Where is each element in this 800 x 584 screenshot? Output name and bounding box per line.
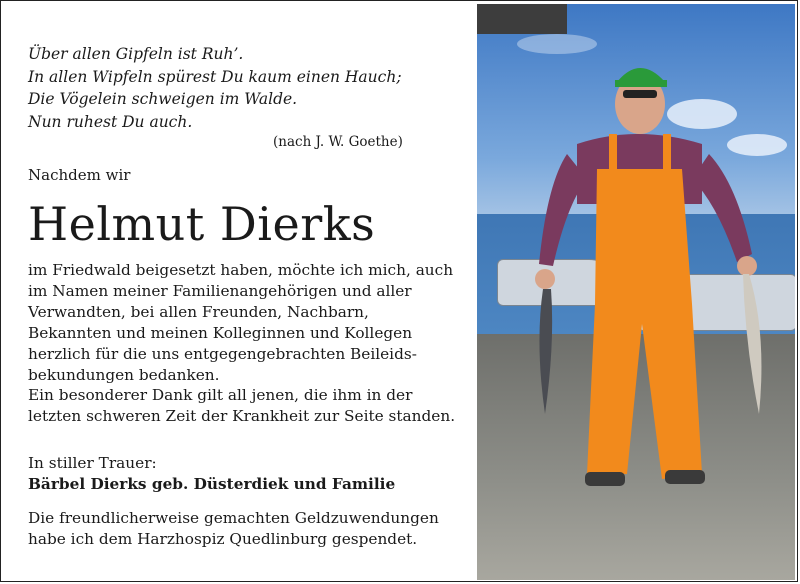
donation-note	[28, 508, 439, 550]
deceased-name: Helmut Dierks	[28, 197, 376, 251]
body-line: Ein besonderer Dank gilt all jenen, die ihm in der	[28, 386, 413, 405]
cap-brim	[615, 80, 667, 87]
goethe-poem	[28, 43, 402, 133]
green-cap	[617, 68, 665, 82]
poem-line: Die Vögelein schweigen im Walde.	[28, 90, 298, 108]
overall-strap	[609, 134, 617, 174]
mourner-names: Bärbel Dierks geb. Düsterdiek und Familie	[28, 475, 396, 493]
thank-you-text	[28, 260, 473, 427]
poem-attribution: (nach J. W. Goethe)	[273, 134, 403, 150]
fish-right	[743, 274, 761, 414]
mourning-block	[28, 453, 395, 495]
intro-text: Nachdem wir	[28, 166, 131, 184]
body-line: letzten schweren Zeit der Krankheit zur Seite standen.	[28, 407, 456, 426]
boot-right	[665, 470, 705, 484]
boot-left	[585, 472, 625, 486]
body-line: bekundungen bedanken.	[28, 365, 220, 384]
glasses	[623, 90, 657, 98]
note-line: Die freundlicherweise gemachten Geldzuwendungen	[28, 509, 439, 527]
left-hand	[535, 269, 555, 289]
right-hand	[737, 256, 757, 276]
overall-strap	[663, 134, 671, 174]
poem-line: Nun ruhest Du auch.	[28, 112, 193, 131]
body-line: Verwandten, bei allen Freunden, Nachbarn,	[28, 302, 369, 321]
fish-left	[539, 289, 552, 414]
mourning-label: In stiller Trauer:	[28, 454, 157, 472]
body-line: Bekannten und meinen Kolleginnen und Kollegen	[28, 323, 413, 342]
memorial-photo	[477, 4, 795, 580]
poem-line: In allen Wipfeln spürest Du kaum einen Hauch;	[28, 67, 402, 86]
body-line: im Friedwald beigesetzt haben, möchte ich mich, auch	[28, 261, 454, 279]
orange-overalls	[587, 169, 702, 479]
note-line: habe ich dem Harzhospiz Quedlinburg gespendet.	[28, 530, 418, 548]
poem-line: Über allen Gipfeln ist Ruh’.	[28, 45, 244, 63]
body-line: herzlich für die uns entgegengebrachten Beileids-	[28, 344, 417, 363]
body-line: im Namen meiner Familienangehörigen und aller	[28, 281, 412, 300]
fisherman-figure	[477, 4, 795, 580]
